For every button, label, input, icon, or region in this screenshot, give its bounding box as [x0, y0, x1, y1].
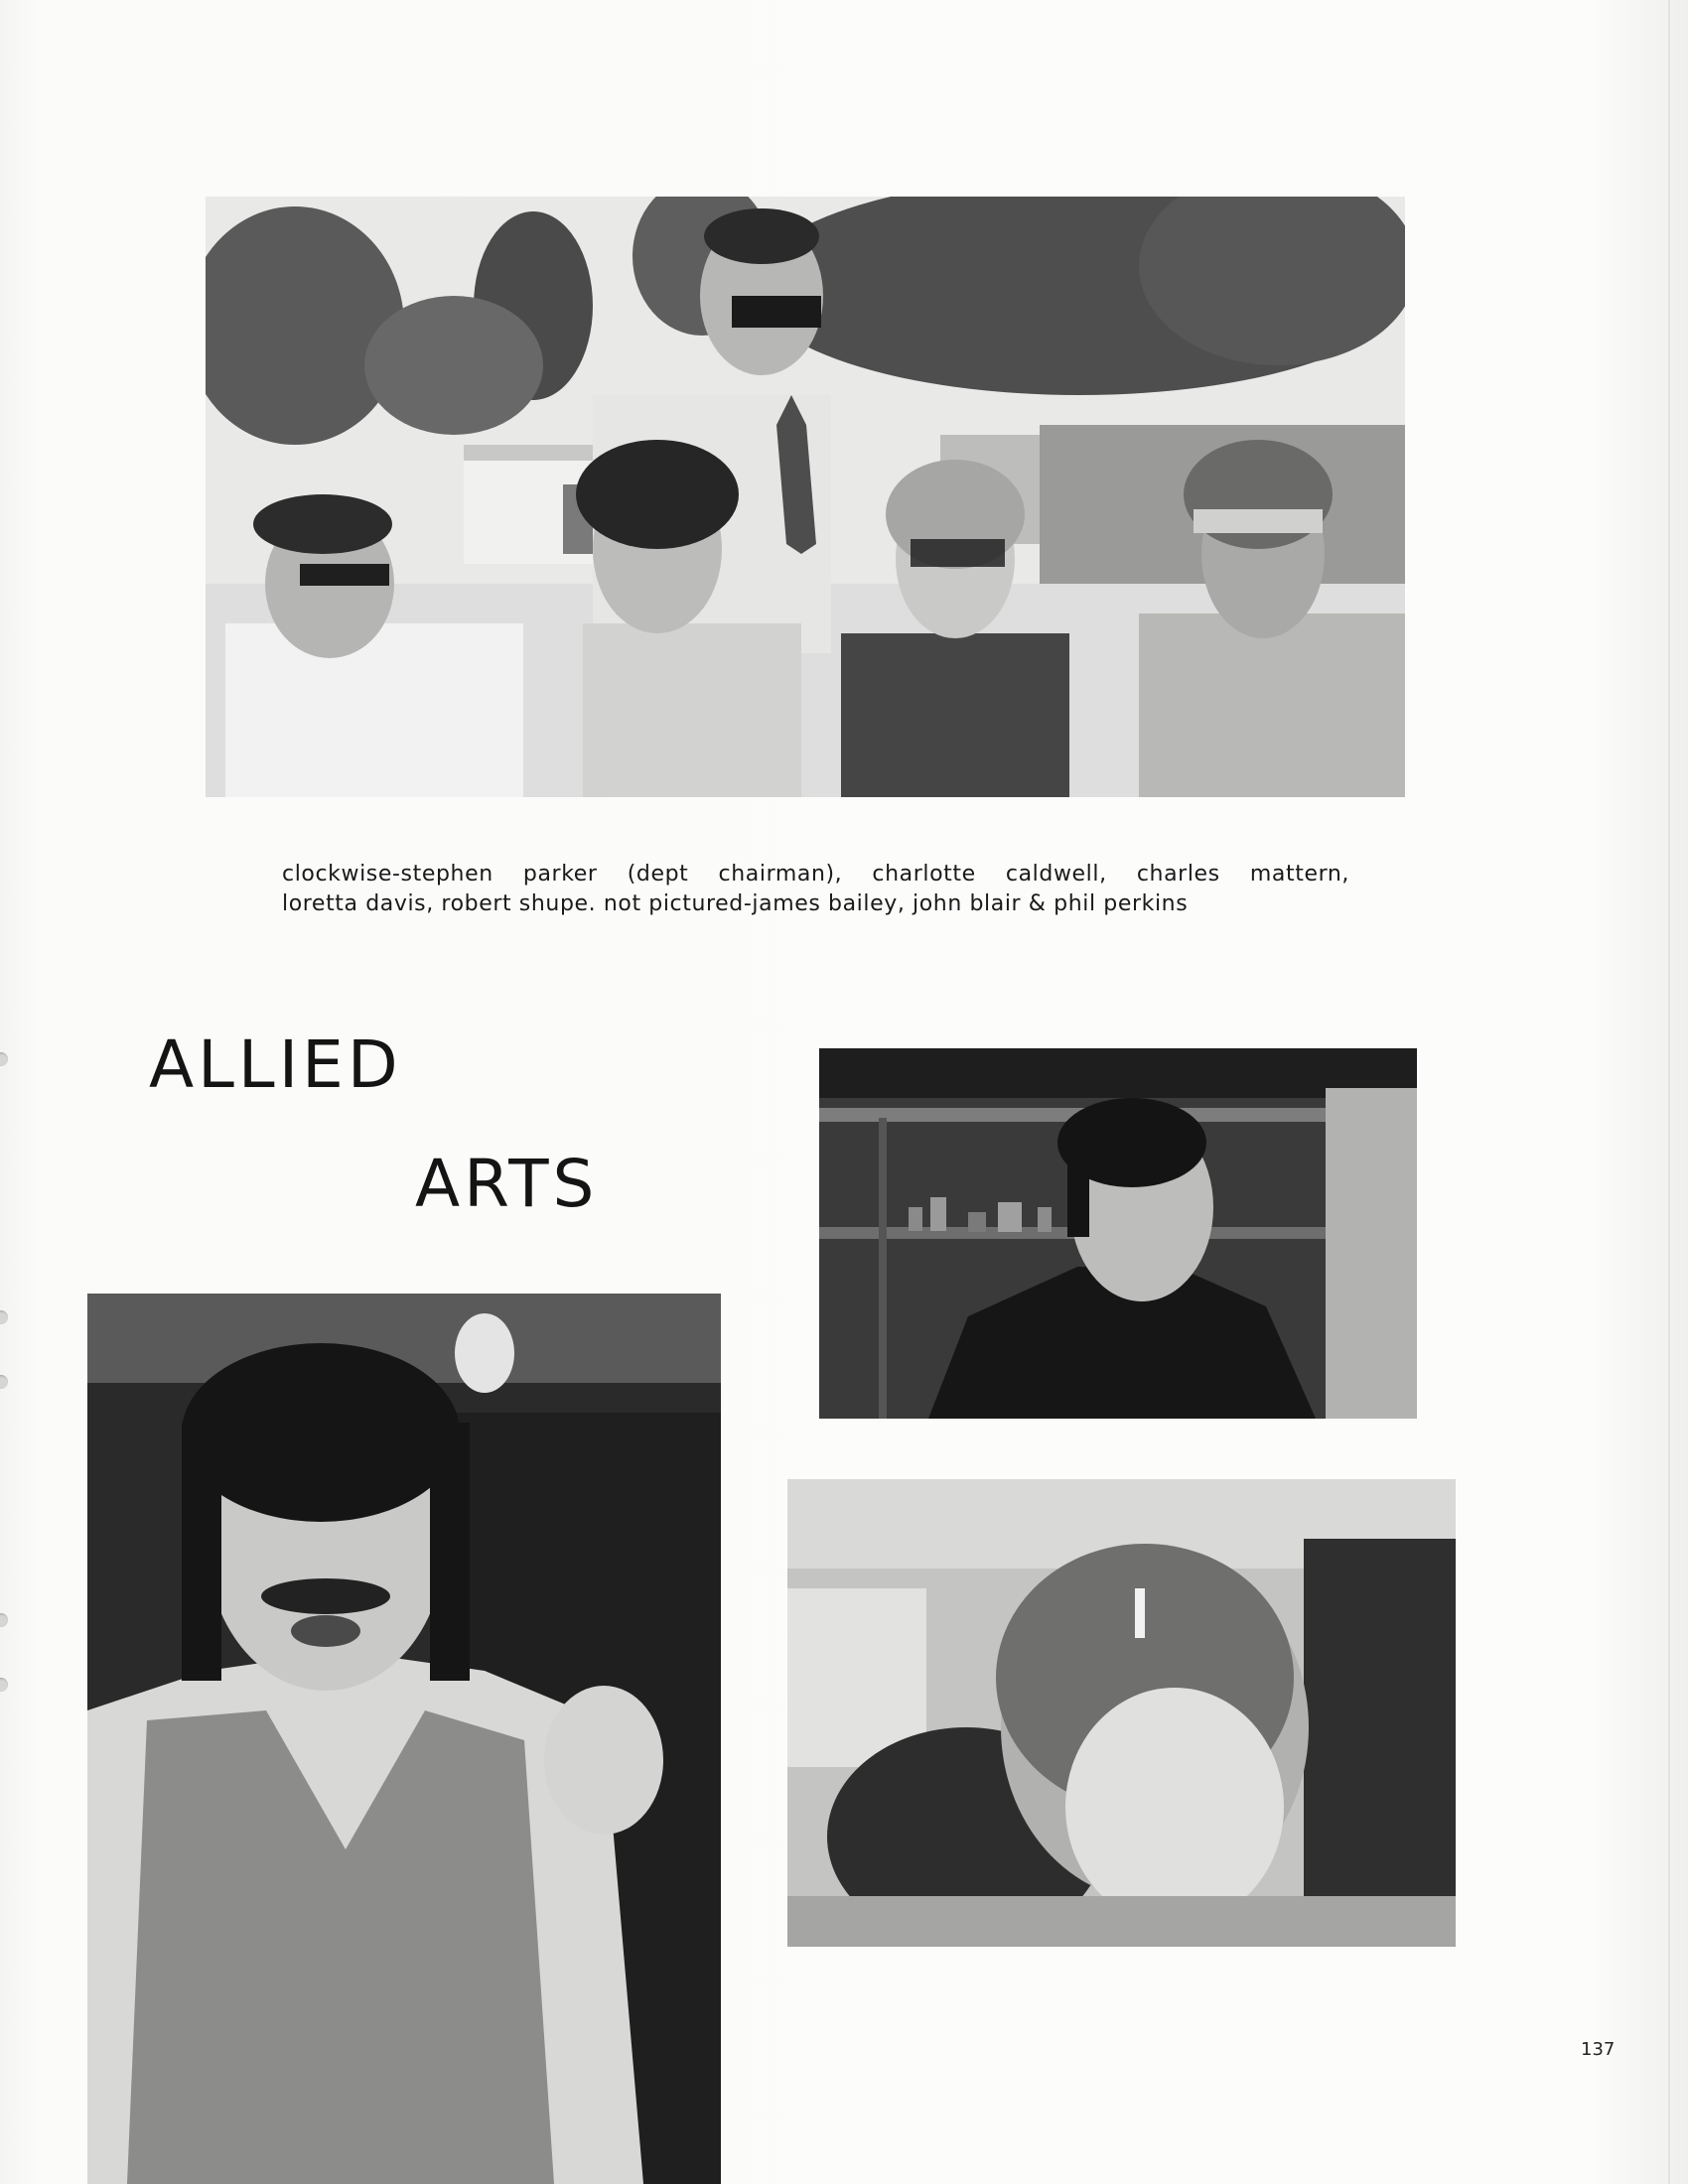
- teacher-reading-image: [787, 1479, 1456, 1947]
- caption-line-2: loretta davis, robert shupe. not pictured-james bailey, john blair & phil perkins: [282, 891, 1189, 916]
- binding-hole: [0, 1375, 8, 1389]
- group-photo: [206, 197, 1405, 797]
- binding-hole: [0, 1613, 8, 1627]
- group-photo-image: [206, 197, 1405, 797]
- page-edge: [1668, 0, 1670, 2184]
- binding-hole: [0, 1310, 8, 1324]
- binding-hole: [0, 1052, 8, 1066]
- photo-caption: [282, 860, 1349, 919]
- binding-hole: [0, 1678, 8, 1692]
- section-title-arts: ARTS: [415, 1146, 599, 1222]
- teacher-shelves-photo: [819, 1048, 1417, 1419]
- page-number: 137: [1581, 2039, 1616, 2060]
- teacher-mustache-photo: [87, 1294, 721, 2184]
- caption-line-1: clockwise-stephen parker (dept chairman), charlotte caldwell, charles mattern,: [282, 862, 1349, 887]
- teacher-mustache-image: [87, 1294, 721, 2184]
- section-title-allied: ALLIED: [149, 1026, 402, 1103]
- teacher-reading-photo: [787, 1479, 1456, 1947]
- teacher-shelves-image: [819, 1048, 1417, 1419]
